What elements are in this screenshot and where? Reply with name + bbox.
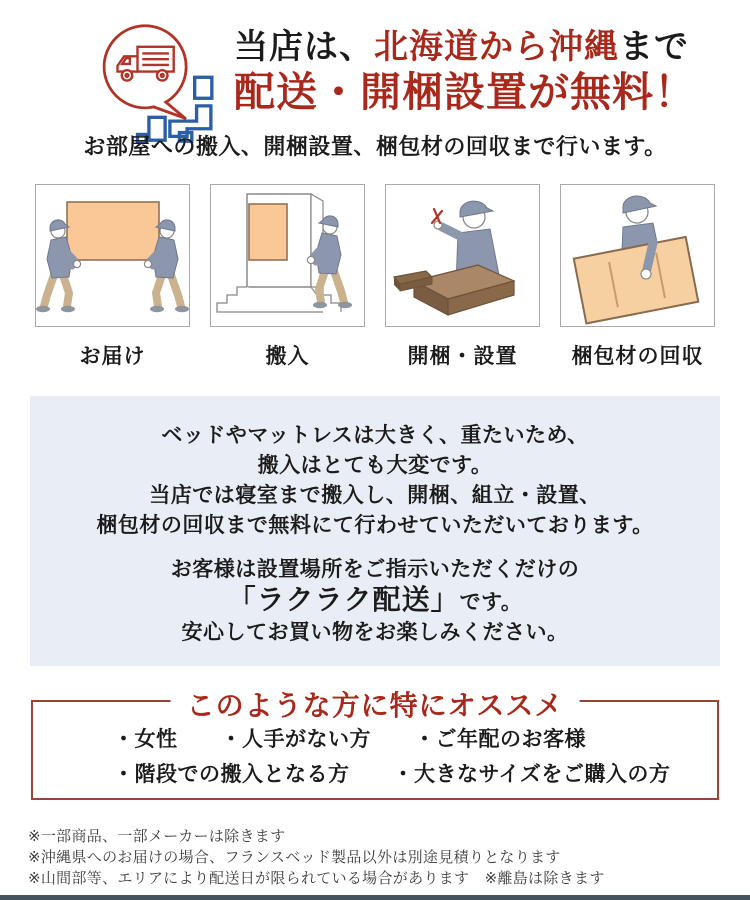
- worker-unpacking-and-assembling-illustration: [385, 184, 540, 327]
- info-line: お客様は設置場所をご指示いただくだけの: [170, 558, 580, 581]
- info-line: 搬入はとても大変です。: [257, 454, 493, 477]
- step-carry-in: [210, 184, 365, 370]
- hero-line2: 配送・開梱設置が無料！: [234, 69, 696, 116]
- step-label: 梱包材の回収: [571, 345, 704, 368]
- rakuraku-delivery-label: 「ラクラク配送」: [227, 584, 460, 615]
- hero-line1: [234, 28, 696, 67]
- delivery-truck-japan-map-icon: [95, 22, 220, 144]
- recommend-row: ・階段での搬入となる方 ・大きなサイズをご購入の方: [113, 763, 671, 786]
- info-line-rakuraku: [30, 585, 720, 618]
- hero-line1-suffix: まで: [619, 28, 689, 66]
- delivery-steps: [0, 184, 750, 370]
- step-label: 搬入: [265, 345, 310, 368]
- footnote: ※沖縄県へのお届けの場合、フランスベッド製品以外は別途見積りとなります: [28, 849, 561, 866]
- recommend-row: ・女性 ・人手がない方 ・ご年配のお客様: [113, 728, 586, 751]
- step-packing-collection: [560, 184, 715, 370]
- hero-line1-highlight: 北海道から沖縄: [374, 28, 619, 66]
- step-label: お届け: [79, 345, 146, 368]
- step-delivery: [35, 184, 190, 370]
- hero-line1-prefix: 当店は、: [234, 28, 374, 66]
- info-line: ベッドやマットレスは大きく、重たいため、: [161, 424, 589, 447]
- worker-carrying-flattened-cardboard-illustration: [560, 184, 715, 327]
- service-description-box: [30, 396, 720, 666]
- step-unpack-setup: [385, 184, 540, 370]
- step-label: 開梱・設置: [407, 345, 518, 368]
- info-line: 安心してお買い物をお楽しみください。: [181, 621, 569, 644]
- hero-section: [0, 0, 750, 126]
- rakuraku-suffix: です。: [459, 591, 523, 614]
- footnotes: [28, 826, 750, 889]
- info-line: 梱包材の回収まで無料にて行わせていただいております。: [96, 514, 654, 537]
- recommended-for-title: このような方に特にオススメ: [171, 684, 580, 724]
- two-workers-carrying-box-illustration: [35, 184, 190, 327]
- footnote: ※山間部等、エリアにより配送日が限られている場合があります ※離島は除きます: [28, 870, 605, 887]
- section-divider-bar: [0, 895, 750, 900]
- hero-heading: [234, 22, 696, 116]
- info-line: 当店では寝室まで搬入し、開梱、組立・設置、: [149, 484, 601, 507]
- worker-carrying-box-through-doorway-illustration: [210, 184, 365, 327]
- recommended-for-box: [31, 690, 719, 800]
- footnote: ※一部商品、一部メーカーは除きます: [28, 828, 286, 845]
- hero-subtitle: お部屋への搬入、開梱設置、梱包材の回収まで行います。: [83, 134, 667, 159]
